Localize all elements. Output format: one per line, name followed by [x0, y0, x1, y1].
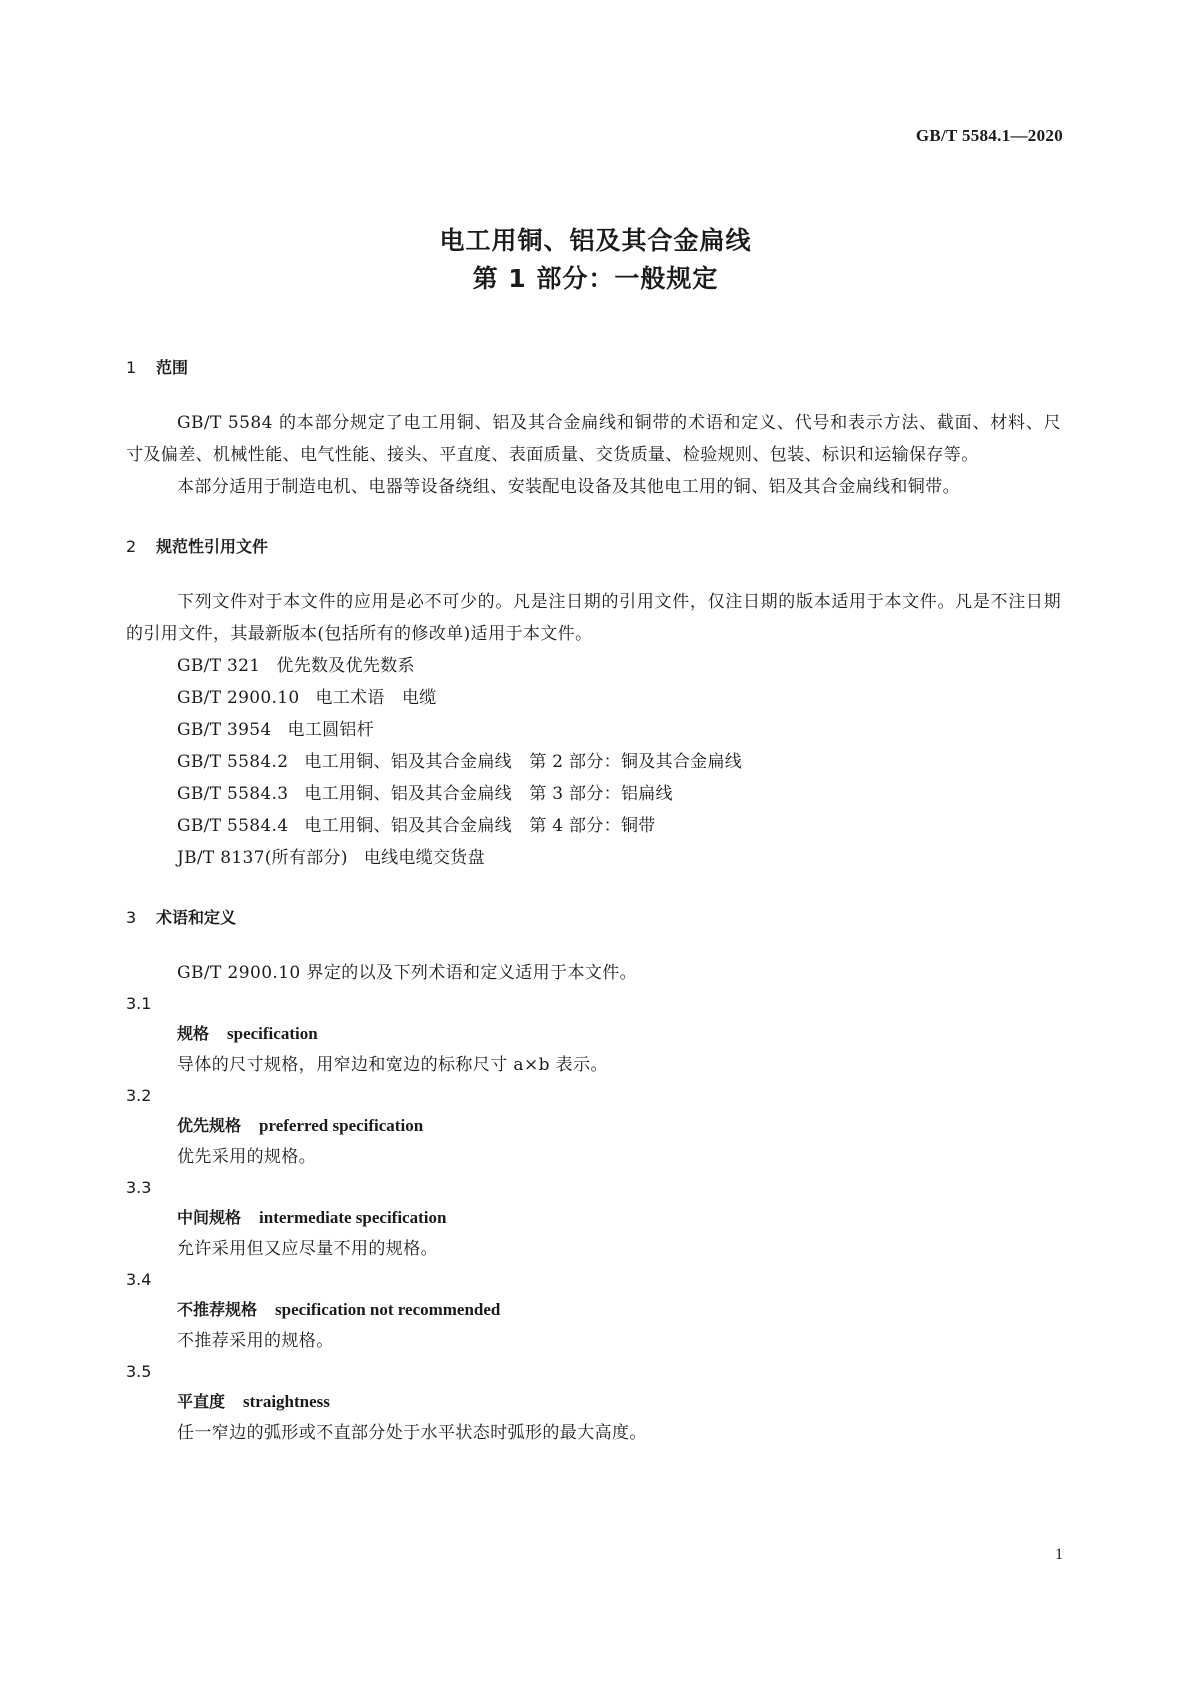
term-number: 3.4: [126, 1270, 152, 1289]
reference-code: GB/T 5584.3: [177, 784, 289, 804]
term-english: specification: [227, 1024, 318, 1043]
term-english: specification not recommended: [275, 1300, 501, 1319]
reference-code: GB/T 5584.2: [177, 752, 289, 772]
term-english: preferred specification: [259, 1116, 424, 1135]
term-chinese: 规格: [177, 1024, 210, 1043]
section-title: 范围: [156, 358, 189, 377]
section-title: 规范性引用文件: [156, 537, 269, 556]
term-english: intermediate specification: [259, 1208, 447, 1227]
term-entry: [126, 1357, 1061, 1449]
document-title: [0, 222, 1191, 298]
term-chinese: 中间规格: [177, 1208, 242, 1227]
term-chinese: 平直度: [177, 1392, 226, 1411]
reference-item: [126, 810, 1061, 842]
document-body: [126, 357, 1061, 1449]
reference-item: [126, 778, 1061, 810]
term-number: 3.5: [126, 1362, 152, 1381]
term-english: straightness: [243, 1392, 330, 1411]
scope-paragraph-1: GB/T 5584 的本部分规定了电工用铜、铝及其合金扁线和铜带的术语和定义、代号和表示方法、截面、材料、尺寸及偏差、机械性能、电气性能、接头、平直度、表面质量、交货质量、检验规则、包装、标识和运输保存等。: [126, 413, 1061, 465]
reference-title: 电工圆铝杆: [287, 720, 375, 740]
reference-code: GB/T 3954: [177, 720, 272, 740]
standard-code: GB/T 5584.1—2020: [915, 126, 1063, 145]
term-number: 3.3: [126, 1178, 152, 1197]
section-title: 术语和定义: [156, 908, 237, 927]
title-line-1: 电工用铜、铝及其合金扁线: [439, 226, 752, 255]
term-heading: [126, 1295, 1061, 1325]
reference-title: 电线电缆交货盘: [363, 848, 485, 868]
term-number: 3.2: [126, 1086, 152, 1105]
title-line-2: 第 1 部分：一般规定: [472, 264, 719, 293]
page-number: 1: [1055, 1546, 1063, 1563]
term-chinese: 优先规格: [177, 1116, 242, 1135]
term-number: 3.1: [126, 994, 152, 1013]
reference-code: GB/T 2900.10: [177, 688, 300, 708]
section-number: 3: [126, 908, 137, 927]
term-heading: [126, 1111, 1061, 1141]
reference-item: [126, 714, 1061, 746]
reference-code: GB/T 5584.4: [177, 816, 289, 836]
reference-item: [126, 746, 1061, 778]
reference-title: 电工用铜、铝及其合金扁线 第 2 部分：铜及其合金扁线: [304, 752, 743, 772]
term-definition: 不推荐采用的规格。: [177, 1331, 334, 1351]
term-definition: 允许采用但又应尽量不用的规格。: [177, 1239, 438, 1259]
term-entry: [126, 1265, 1061, 1357]
term-entry: [126, 1081, 1061, 1173]
term-chinese: 不推荐规格: [177, 1300, 258, 1319]
term-entry: [126, 989, 1061, 1081]
term-heading: [126, 1203, 1061, 1233]
section-1-heading: [126, 357, 1061, 379]
reference-code: GB/T 321: [177, 656, 261, 676]
section-2-heading: [126, 536, 1061, 558]
reference-title: 电工用铜、铝及其合金扁线 第 4 部分：铜带: [304, 816, 656, 836]
section-number: 1: [126, 358, 137, 377]
reference-code: JB/T 8137(所有部分): [177, 848, 348, 868]
term-definition: 优先采用的规格。: [177, 1147, 317, 1167]
section-number: 2: [126, 537, 137, 556]
reference-item: [126, 650, 1061, 682]
term-heading: [126, 1019, 1061, 1049]
reference-title: 优先数及优先数系: [276, 656, 415, 676]
term-definition: 导体的尺寸规格，用窄边和宽边的标称尺寸 a×b 表示。: [177, 1055, 608, 1075]
terms-intro: GB/T 2900.10 界定的以及下列术语和定义适用于本文件。: [177, 963, 638, 983]
term-entry: [126, 1173, 1061, 1265]
reference-item: [126, 682, 1061, 714]
term-definition: 任一窄边的弧形或不直部分处于水平状态时弧形的最大高度。: [177, 1423, 647, 1443]
section-3-heading: [126, 907, 1061, 929]
reference-item: [126, 842, 1061, 874]
reference-title: 电工用铜、铝及其合金扁线 第 3 部分：铝扁线: [304, 784, 673, 804]
scope-paragraph-2: 本部分适用于制造电机、电器等设备绕组、安装配电设备及其他电工用的铜、铝及其合金扁线和铜带。: [177, 477, 960, 497]
term-heading: [126, 1387, 1061, 1417]
reference-title: 电工术语 电缆: [315, 688, 437, 708]
references-intro: 下列文件对于本文件的应用是必不可少的。凡是注日期的引用文件，仅注日期的版本适用于本文件。凡是不注日期的引用文件，其最新版本(包括所有的修改单)适用于本文件。: [126, 592, 1061, 644]
